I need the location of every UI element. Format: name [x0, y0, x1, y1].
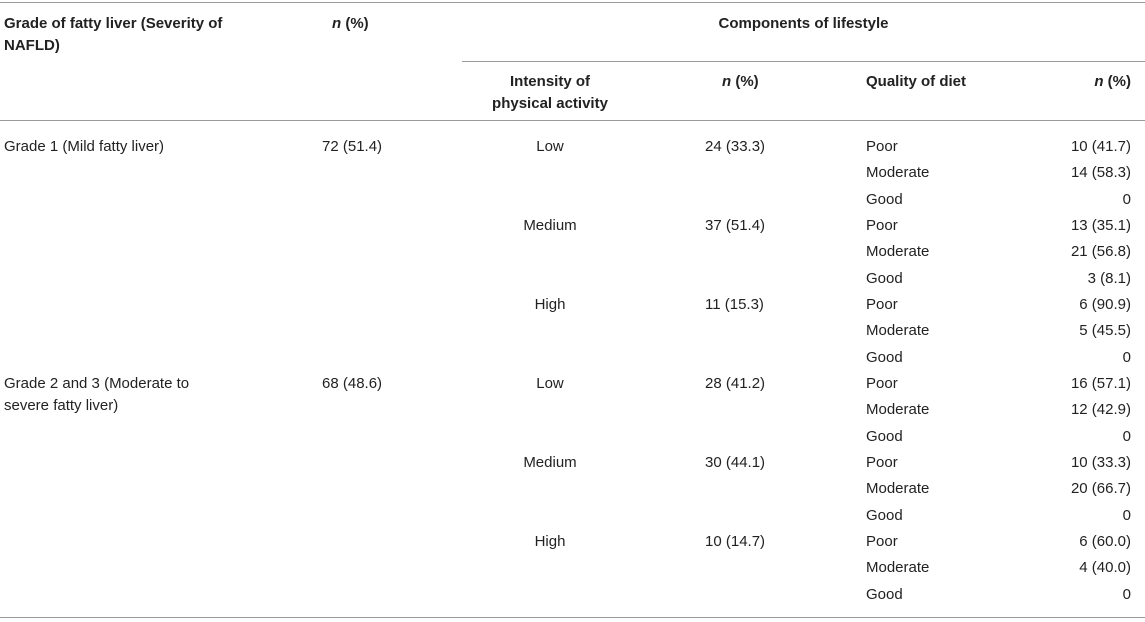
- diet-label: Moderate: [866, 401, 930, 418]
- intensity-label: High: [534, 296, 566, 313]
- intensity-n: 37 (51.4): [705, 217, 766, 234]
- intensity-n: 30 (44.1): [705, 454, 766, 471]
- diet-label: Moderate: [866, 164, 930, 181]
- diet-label: Good: [866, 270, 903, 287]
- header-intensity: Intensity of physical activity: [492, 73, 608, 112]
- diet-label: Good: [866, 507, 903, 524]
- intensity-n: 28 (41.2): [705, 375, 766, 392]
- header-grade: Grade of fatty liver (Severity of NAFLD): [4, 15, 223, 54]
- header-n-symbol: n: [722, 73, 732, 90]
- diet-label: Poor: [866, 375, 898, 392]
- intensity-label: High: [534, 533, 566, 550]
- header-diet: Quality of diet: [866, 73, 967, 90]
- diet-n: 10 (41.7): [1070, 138, 1131, 155]
- diet-n: 20 (66.7): [1070, 480, 1131, 497]
- diet-n: 12 (42.9): [1070, 401, 1131, 418]
- intensity-label: Medium: [523, 217, 577, 234]
- diet-n: 10 (33.3): [1070, 454, 1131, 471]
- intensity-n: 24 (33.3): [705, 138, 766, 155]
- diet-label: Poor: [866, 533, 898, 550]
- diet-n: 0: [1122, 428, 1131, 445]
- header-n-percent: [332, 13, 369, 35]
- diet-label: Good: [866, 586, 903, 603]
- diet-label: Moderate: [866, 322, 930, 339]
- grade-label: Grade 1 (Mild fatty liver): [4, 138, 165, 155]
- diet-label: Moderate: [866, 559, 930, 576]
- intensity-label: Low: [536, 138, 564, 155]
- intensity-n: 11 (15.3): [705, 296, 764, 313]
- intensity-label: Low: [536, 375, 564, 392]
- header-n-symbol: n: [332, 15, 342, 32]
- header-bottom-rule: [0, 120, 1145, 121]
- diet-label: Poor: [866, 138, 898, 155]
- grade-n: 68 (48.6): [322, 375, 383, 392]
- diet-n: 3 (8.1): [1087, 270, 1131, 287]
- header-pct-suffix: (%): [341, 15, 369, 32]
- header-activity-n-percent: [722, 71, 759, 93]
- diet-label: Good: [866, 428, 903, 445]
- diet-label: Poor: [866, 454, 898, 471]
- diet-n: 14 (58.3): [1070, 164, 1131, 181]
- diet-n: 0: [1122, 191, 1131, 208]
- diet-label: Poor: [866, 296, 898, 313]
- top-rule: [0, 2, 1145, 3]
- diet-label: Good: [866, 191, 903, 208]
- header-pct-suffix: (%): [731, 73, 759, 90]
- intensity-label: Medium: [523, 454, 577, 471]
- diet-n: 21 (56.8): [1070, 243, 1131, 260]
- diet-n: 0: [1122, 349, 1131, 366]
- diet-n: 0: [1122, 507, 1131, 524]
- diet-label: Moderate: [866, 243, 930, 260]
- diet-n: 13 (35.1): [1070, 217, 1131, 234]
- diet-n: 4 (40.0): [1079, 559, 1131, 576]
- header-n-symbol: n: [1094, 73, 1104, 90]
- header-pct-suffix: (%): [1103, 73, 1131, 90]
- diet-label: Poor: [866, 217, 898, 234]
- diet-n: 16 (57.1): [1070, 375, 1131, 392]
- diet-n: 5 (45.5): [1079, 322, 1131, 339]
- header-components: Components of lifestyle: [718, 15, 889, 32]
- intensity-n: 10 (14.7): [705, 533, 766, 550]
- components-rule: [462, 61, 1145, 62]
- grade-n: 72 (51.4): [322, 138, 383, 155]
- grade-label: Grade 2 and 3 (Moderate to severe fatty liver): [4, 375, 190, 414]
- bottom-rule: [0, 617, 1145, 618]
- header-diet-n-percent: [1030, 71, 1131, 93]
- diet-n: 6 (60.0): [1079, 533, 1131, 550]
- diet-n: 6 (90.9): [1079, 296, 1131, 313]
- diet-n: 0: [1122, 586, 1131, 603]
- diet-label: Moderate: [866, 480, 930, 497]
- diet-label: Good: [866, 349, 903, 366]
